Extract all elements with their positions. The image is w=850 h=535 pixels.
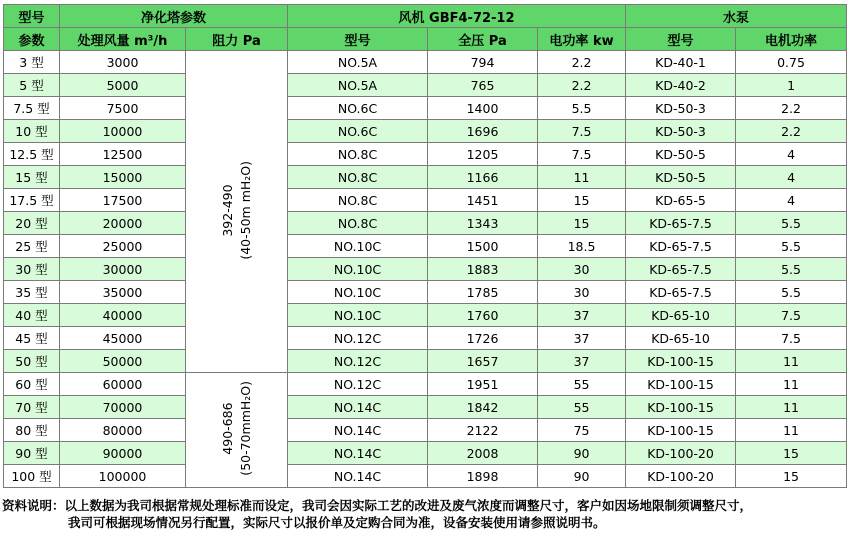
table-row (4, 327, 847, 350)
table-row (4, 304, 847, 327)
pump-model-cell: KD-50-3 (626, 97, 736, 120)
pump-power-cell: 11 (736, 396, 847, 419)
fan-power-cell: 30 (538, 281, 626, 304)
pump-model-cell: KD-65-7.5 (626, 281, 736, 304)
header-row-2 (4, 28, 847, 51)
pump-power-cell: 4 (736, 166, 847, 189)
table-row (4, 281, 847, 304)
airflow-cell: 90000 (60, 442, 186, 465)
model-cell: 17.5 型 (4, 189, 60, 212)
fan-model-cell: NO.12C (288, 350, 428, 373)
pump-model-cell: KD-100-15 (626, 373, 736, 396)
table-row (4, 373, 847, 396)
fan-model-cell: NO.10C (288, 281, 428, 304)
fan-model-cell: NO.14C (288, 465, 428, 488)
fan-power-cell: 11 (538, 166, 626, 189)
table-row (4, 465, 847, 488)
airflow-cell: 10000 (60, 120, 186, 143)
table-row (4, 143, 847, 166)
fan-power-header: 电功率 kw (538, 28, 626, 51)
fan-pressure-cell: 1657 (428, 350, 538, 373)
table-row (4, 97, 847, 120)
pump-model-cell: KD-65-10 (626, 304, 736, 327)
pump-power-header: 电机功率 (736, 28, 847, 51)
model-cell: 15 型 (4, 166, 60, 189)
model-cell: 90 型 (4, 442, 60, 465)
fan-power-cell: 7.5 (538, 120, 626, 143)
pump-model-header: 型号 (626, 28, 736, 51)
fan-pressure-cell: 1400 (428, 97, 538, 120)
purifier-group-header: 净化塔参数 (60, 5, 288, 28)
fan-pressure-cell: 1696 (428, 120, 538, 143)
pump-model-cell: KD-100-15 (626, 419, 736, 442)
airflow-cell: 12500 (60, 143, 186, 166)
resistance-header: 阻力 Pa (186, 28, 288, 51)
fan-pressure-cell: 1451 (428, 189, 538, 212)
airflow-cell: 15000 (60, 166, 186, 189)
airflow-cell: 70000 (60, 396, 186, 419)
pump-power-cell: 0.75 (736, 51, 847, 74)
airflow-cell: 40000 (60, 304, 186, 327)
table-row (4, 166, 847, 189)
pump-power-cell: 15 (736, 442, 847, 465)
fan-pressure-cell: 1166 (428, 166, 538, 189)
resistance-text (219, 161, 255, 260)
pump-model-cell: KD-65-7.5 (626, 212, 736, 235)
model-cell: 70 型 (4, 396, 60, 419)
resistance-cell (186, 373, 288, 488)
airflow-cell: 17500 (60, 189, 186, 212)
model-cell: 80 型 (4, 419, 60, 442)
fan-power-cell: 7.5 (538, 143, 626, 166)
model-cell: 60 型 (4, 373, 60, 396)
model-cell: 10 型 (4, 120, 60, 143)
pump-model-cell: KD-100-15 (626, 396, 736, 419)
fan-power-cell: 30 (538, 258, 626, 281)
pump-power-cell: 2.2 (736, 97, 847, 120)
fan-pressure-cell: 2008 (428, 442, 538, 465)
pump-power-cell: 11 (736, 373, 847, 396)
fan-model-header: 型号 (288, 28, 428, 51)
pump-power-cell: 7.5 (736, 304, 847, 327)
airflow-cell: 25000 (60, 235, 186, 258)
fan-pressure-header: 全压 Pa (428, 28, 538, 51)
model-cell: 3 型 (4, 51, 60, 74)
resistance-range: 490-686 (219, 402, 235, 455)
fan-model-cell: NO.10C (288, 235, 428, 258)
pump-model-cell: KD-100-15 (626, 350, 736, 373)
fan-model-cell: NO.6C (288, 120, 428, 143)
fan-power-cell: 15 (538, 189, 626, 212)
fan-power-cell: 37 (538, 350, 626, 373)
pump-model-cell: KD-100-20 (626, 442, 736, 465)
model-cell: 25 型 (4, 235, 60, 258)
fan-pressure-cell: 765 (428, 74, 538, 97)
pump-power-cell: 11 (736, 419, 847, 442)
table-row (4, 396, 847, 419)
fan-pressure-cell: 1785 (428, 281, 538, 304)
model-cell: 30 型 (4, 258, 60, 281)
airflow-cell: 3000 (60, 51, 186, 74)
fan-model-cell: NO.14C (288, 442, 428, 465)
airflow-cell: 20000 (60, 212, 186, 235)
footnote-line-2: 我司可根据现场情况另行配置，实际尺寸以报价单及定购合同为准，设备安装使用请参照说明书。 (68, 515, 606, 530)
resistance-unit: (40-50m mH₂O) (237, 160, 253, 260)
pump-power-cell: 4 (736, 189, 847, 212)
pump-power-cell: 5.5 (736, 235, 847, 258)
header-row-1 (4, 5, 847, 28)
resistance-text (219, 381, 255, 476)
table-row (4, 235, 847, 258)
pump-model-cell: KD-40-1 (626, 51, 736, 74)
resistance-range: 392-490 (219, 183, 235, 237)
fan-model-cell: NO.14C (288, 396, 428, 419)
fan-model-cell: NO.10C (288, 258, 428, 281)
fan-power-cell: 55 (538, 396, 626, 419)
pump-power-cell: 11 (736, 350, 847, 373)
airflow-cell: 7500 (60, 97, 186, 120)
airflow-header: 处理风量 m³/h (60, 28, 186, 51)
fan-pressure-cell: 1898 (428, 465, 538, 488)
resistance-unit: (50-70mmH₂O) (237, 381, 253, 476)
fan-power-cell: 37 (538, 304, 626, 327)
table-row (4, 189, 847, 212)
fan-pressure-cell: 1500 (428, 235, 538, 258)
table-row (4, 350, 847, 373)
fan-power-cell: 55 (538, 373, 626, 396)
airflow-cell: 60000 (60, 373, 186, 396)
fan-power-cell: 75 (538, 419, 626, 442)
airflow-cell: 80000 (60, 419, 186, 442)
pump-model-cell: KD-50-3 (626, 120, 736, 143)
fan-pressure-cell: 1883 (428, 258, 538, 281)
fan-model-cell: NO.8C (288, 166, 428, 189)
fan-power-cell: 90 (538, 465, 626, 488)
pump-model-cell: KD-40-2 (626, 74, 736, 97)
pump-model-cell: KD-50-5 (626, 166, 736, 189)
pump-power-cell: 2.2 (736, 120, 847, 143)
fan-pressure-cell: 1343 (428, 212, 538, 235)
resistance-cell (186, 51, 288, 373)
footnote (2, 497, 848, 531)
fan-group-header: 风机 GBF4-72-12 (288, 5, 626, 28)
fan-model-cell: NO.14C (288, 419, 428, 442)
fan-pressure-cell: 1760 (428, 304, 538, 327)
pump-power-cell: 1 (736, 74, 847, 97)
pump-model-cell: KD-50-5 (626, 143, 736, 166)
fan-pressure-cell: 1205 (428, 143, 538, 166)
fan-model-cell: NO.12C (288, 373, 428, 396)
footnote-line-1: 资料说明：以上数据为我司根据常规处理标准而设定，我司会因实际工艺的改进及废气浓度而调整尺寸，客户如因场地限制须调整尺寸， (2, 498, 753, 513)
fan-power-cell: 15 (538, 212, 626, 235)
fan-model-cell: NO.8C (288, 143, 428, 166)
fan-pressure-cell: 1726 (428, 327, 538, 350)
airflow-cell: 30000 (60, 258, 186, 281)
pump-model-cell: KD-100-20 (626, 465, 736, 488)
model-cell: 45 型 (4, 327, 60, 350)
model-cell: 12.5 型 (4, 143, 60, 166)
fan-power-cell: 18.5 (538, 235, 626, 258)
model-header-2: 参数 (4, 28, 60, 51)
fan-model-cell: NO.12C (288, 327, 428, 350)
model-header-1: 型号 (4, 5, 60, 28)
fan-pressure-cell: 1951 (428, 373, 538, 396)
fan-model-cell: NO.8C (288, 189, 428, 212)
fan-pressure-cell: 2122 (428, 419, 538, 442)
table-row (4, 74, 847, 97)
table-row (4, 51, 847, 74)
airflow-cell: 50000 (60, 350, 186, 373)
table-row (4, 120, 847, 143)
model-cell: 40 型 (4, 304, 60, 327)
fan-model-cell: NO.6C (288, 97, 428, 120)
model-cell: 5 型 (4, 74, 60, 97)
fan-model-cell: NO.5A (288, 51, 428, 74)
pump-power-cell: 5.5 (736, 212, 847, 235)
fan-power-cell: 2.2 (538, 74, 626, 97)
pump-power-cell: 7.5 (736, 327, 847, 350)
fan-model-cell: NO.10C (288, 304, 428, 327)
pump-model-cell: KD-65-5 (626, 189, 736, 212)
pump-model-cell: KD-65-7.5 (626, 258, 736, 281)
model-cell: 35 型 (4, 281, 60, 304)
model-cell: 7.5 型 (4, 97, 60, 120)
pump-power-cell: 4 (736, 143, 847, 166)
airflow-cell: 100000 (60, 465, 186, 488)
pump-power-cell: 5.5 (736, 258, 847, 281)
model-cell: 100 型 (4, 465, 60, 488)
airflow-cell: 45000 (60, 327, 186, 350)
airflow-cell: 5000 (60, 74, 186, 97)
fan-power-cell: 5.5 (538, 97, 626, 120)
pump-power-cell: 15 (736, 465, 847, 488)
model-cell: 20 型 (4, 212, 60, 235)
fan-model-cell: NO.5A (288, 74, 428, 97)
fan-power-cell: 2.2 (538, 51, 626, 74)
table-row (4, 212, 847, 235)
airflow-cell: 35000 (60, 281, 186, 304)
fan-pressure-cell: 794 (428, 51, 538, 74)
pump-model-cell: KD-65-10 (626, 327, 736, 350)
table-row (4, 442, 847, 465)
fan-model-cell: NO.8C (288, 212, 428, 235)
spec-table (3, 4, 847, 488)
pump-group-header: 水泵 (626, 5, 847, 28)
fan-pressure-cell: 1842 (428, 396, 538, 419)
table-row (4, 419, 847, 442)
fan-power-cell: 90 (538, 442, 626, 465)
model-cell: 50 型 (4, 350, 60, 373)
fan-power-cell: 37 (538, 327, 626, 350)
table-row (4, 258, 847, 281)
pump-model-cell: KD-65-7.5 (626, 235, 736, 258)
pump-power-cell: 5.5 (736, 281, 847, 304)
